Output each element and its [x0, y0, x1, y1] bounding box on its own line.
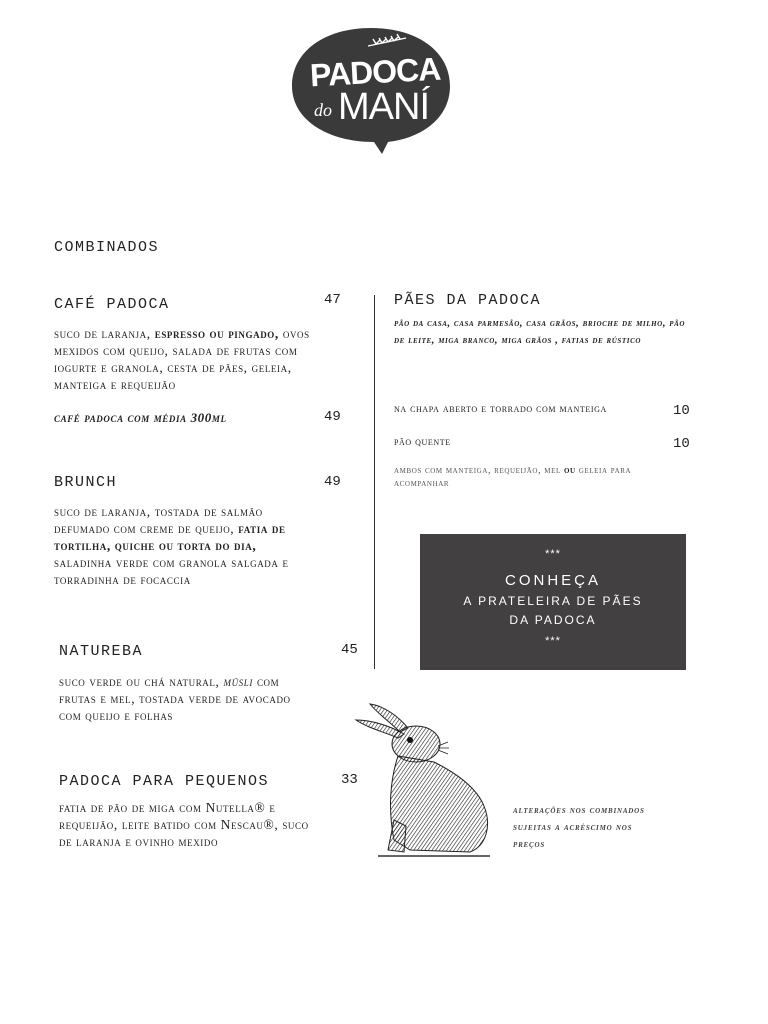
desc-text: suco verde ou chá natural, [59, 674, 224, 689]
item-desc-brunch [54, 503, 294, 588]
desc-highlight: fatia de tortilha, quiche ou torta do dia, [54, 521, 286, 553]
desc-italic: müsli [223, 674, 253, 689]
column-divider [374, 295, 375, 669]
item-desc-natureba [59, 673, 309, 724]
item-title-pequenos: PADOCA PARA PEQUENOS [59, 773, 270, 790]
promo-box [420, 534, 686, 670]
item-price-natureba: 45 [341, 642, 358, 658]
paes-option1-price: 10 [673, 403, 690, 419]
logo-text-line2: MANÍ [338, 86, 429, 128]
item-variant-cafe-padoca: café padoca com média 300ml [54, 410, 227, 425]
paes-list: pão da casa, casa parmesão, casa grãos, brioche de milho, pão de leite, miga branco, miga grãos , fatias de rústico [394, 318, 686, 346]
paes-option2-label: pão quente [394, 436, 451, 448]
section-title: COMBINADOS [54, 239, 160, 256]
item-title-cafe-padoca: CAFÉ PADOCA [54, 296, 170, 313]
promo-line2: DA PADOCA [509, 613, 597, 627]
item-desc-cafe-padoca [54, 325, 310, 393]
desc-text: saladinha verde com granola salgada e torradinha de focaccia [54, 555, 289, 587]
note-text: geleia para acompanhar [394, 465, 632, 489]
note-highlight: ou [563, 465, 576, 476]
paes-option1-label: na chapa aberto e torrado com manteiga [394, 403, 607, 415]
hare-illustration [350, 700, 500, 860]
paes-option2-price: 10 [673, 436, 690, 452]
logo-text-line1: PADOCA [309, 50, 442, 94]
paes-title: PÃES DA PADOCA [394, 292, 542, 309]
desc-text: suco de laranja, tostada de salmão defumado com creme de queijo, [54, 504, 263, 536]
promo-stars-bottom: *** [545, 635, 561, 647]
desc-text: suco de laranja, [54, 326, 155, 341]
item-title-natureba: NATUREBA [59, 643, 144, 660]
paes-note [394, 464, 644, 490]
desc-text: com frutas e mel, tostada verde de avocado com queijo e folhas [59, 674, 291, 723]
promo-headline: CONHEÇA [504, 572, 601, 589]
brand-logo [288, 24, 454, 156]
price-disclaimer: alterações nos combinados sujeitas a acréscimo nos preços [513, 805, 645, 850]
item-title-brunch: BRUNCH [54, 474, 118, 491]
desc-text: ovos mexidos com queijo, salada de frutas com iogurte e granola, cesta de pães, geleia, manteiga e requeijão [54, 326, 310, 392]
item-price-pequenos: 33 [341, 772, 358, 788]
note-text: ambos com manteiga, requeijão, mel [394, 465, 564, 476]
item-desc-pequenos: fatia de pão de miga com Nutella® e requeijão, leite batido com Nescau®, suco de laranja e ovinho mexido [59, 800, 309, 849]
logo-text-prefix: do [314, 100, 332, 120]
item-variant-price-cafe-padoca: 49 [324, 409, 341, 425]
promo-line1: A PRATELEIRA DE PÃES [463, 594, 643, 608]
promo-stars-top: *** [545, 548, 561, 560]
hare-illustration-icon [350, 700, 500, 860]
item-price-brunch: 49 [324, 474, 341, 490]
desc-highlight: espresso ou pingado, [154, 326, 279, 341]
item-price-cafe-padoca: 47 [324, 292, 341, 308]
